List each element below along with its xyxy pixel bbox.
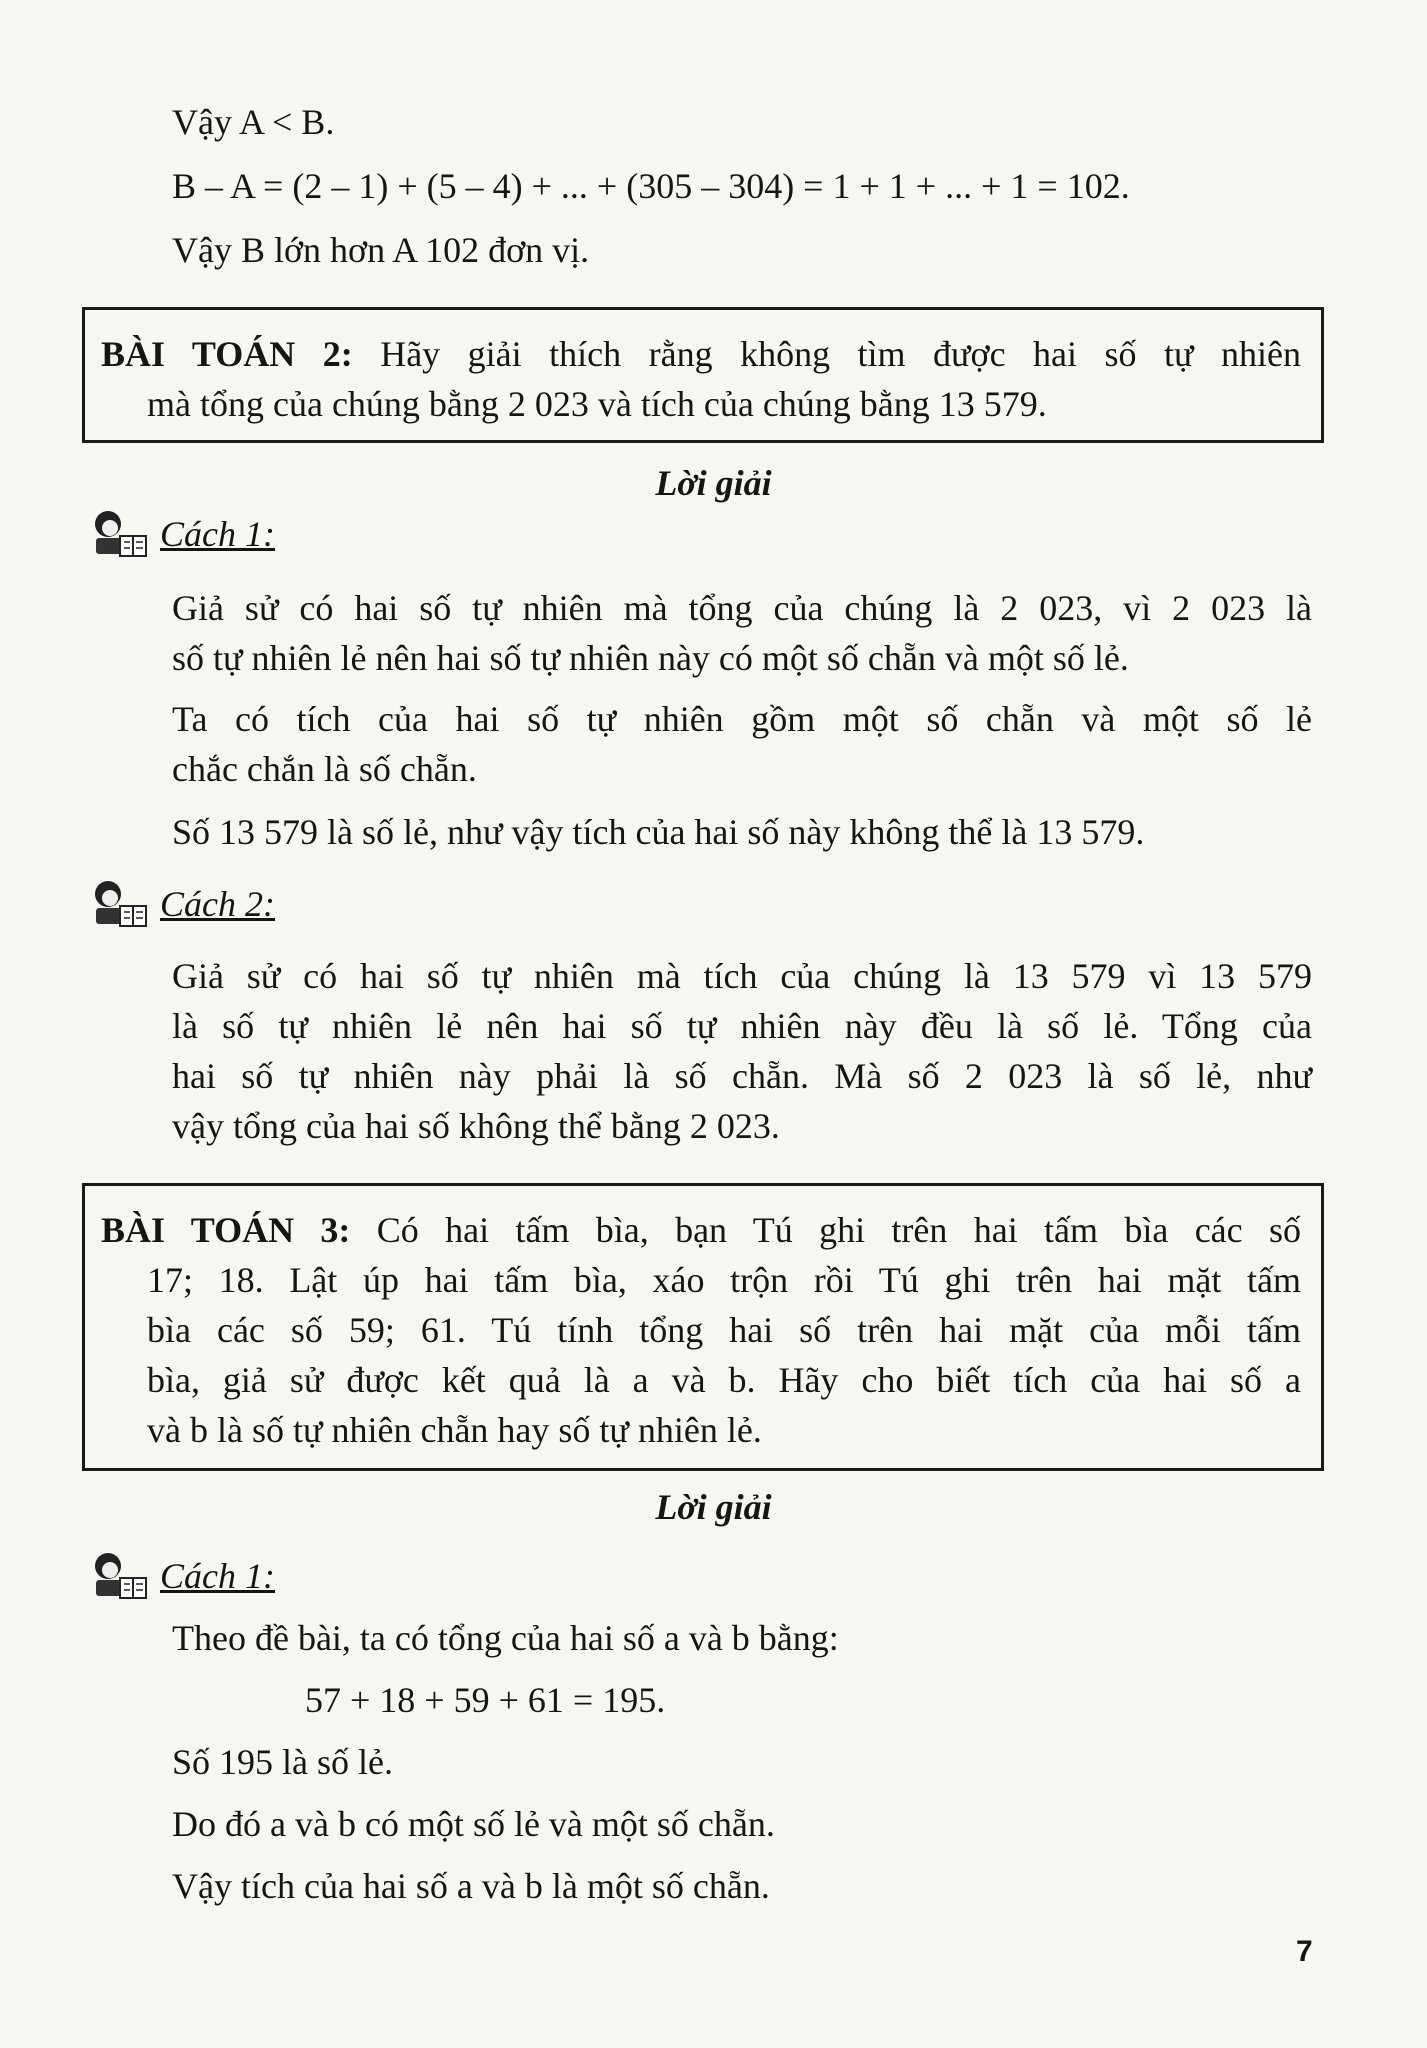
- solution-2-title: Lời giải: [655, 463, 772, 503]
- intro-line-3: Vậy B lớn hơn A 102 đơn vị.: [172, 230, 590, 270]
- solution-2-m2-line-1: Giả sử có hai số tự nhiên mà tích của chúng là 13 579 vì 13 579: [172, 956, 1312, 996]
- method-label: Cách 2:: [160, 884, 275, 924]
- solution-3-title: Lời giải: [655, 1487, 772, 1527]
- child-reading-icon: [88, 876, 152, 932]
- method-label: Cách 1:: [160, 1556, 275, 1596]
- intro-line-2: B – A = (2 – 1) + (5 – 4) + ... + (305 – 304) = 1 + 1 + ... + 1 = 102.: [172, 166, 1130, 206]
- solution-2-method-2-heading: [88, 876, 275, 932]
- child-reading-icon: [88, 506, 152, 562]
- problem-3-line-3: bìa các số 59; 61. Tú tính tổng hai số trên hai mặt của mỗi tấm: [147, 1310, 1301, 1350]
- child-reading-icon: [88, 1548, 152, 1604]
- solution-2-m1-line-2: số tự nhiên lẻ nên hai số tự nhiên này có một số chẵn và một số lẻ.: [172, 638, 1129, 678]
- problem-2-line-2: mà tổng của chúng bằng 2 023 và tích của chúng bằng 13 579.: [147, 384, 1047, 424]
- problem-2-label: BÀI TOÁN 2:: [101, 334, 353, 374]
- problem-2-line-1: [101, 332, 1301, 376]
- problem-3-text-1: Có hai tấm bìa, bạn Tú ghi trên hai tấm bìa các số: [376, 1210, 1301, 1250]
- solution-2-m2-line-2: là số tự nhiên lẻ nên hai số tự nhiên này đều là số lẻ. Tổng của: [172, 1006, 1312, 1046]
- method-label: Cách 1:: [160, 514, 275, 554]
- problem-3-line-5: và b là số tự nhiên chẵn hay số tự nhiên lẻ.: [147, 1410, 762, 1450]
- problem-2-text-1: Hãy giải thích rằng không tìm được hai số tự nhiên: [380, 334, 1302, 374]
- solution-3-m1-line-4: Do đó a và b có một số lẻ và một số chẵn.: [172, 1804, 775, 1844]
- problem-3-line-4: bìa, giả sử được kết quả là a và b. Hãy cho biết tích của hai số a: [147, 1360, 1301, 1400]
- solution-3-m1-line-3: Số 195 là số lẻ.: [172, 1742, 393, 1782]
- solution-2-m2-line-4: vậy tổng của hai số không thể bằng 2 023.: [172, 1106, 780, 1146]
- solution-2-m1-line-5: Số 13 579 là số lẻ, như vậy tích của hai số này không thể là 13 579.: [172, 812, 1145, 852]
- solution-3-equation: 57 + 18 + 59 + 61 = 195.: [305, 1680, 666, 1720]
- solution-3-m1-line-5: Vậy tích của hai số a và b là một số chẵn.: [172, 1866, 770, 1906]
- problem-3-label: BÀI TOÁN 3:: [101, 1210, 351, 1250]
- solution-2-m1-line-3: Ta có tích của hai số tự nhiên gồm một số chẵn và một số lẻ: [172, 699, 1312, 739]
- solution-3-m1-line-1: Theo đề bài, ta có tổng của hai số a và b bằng:: [172, 1618, 839, 1658]
- intro-line-1: Vậy A < B.: [172, 102, 335, 142]
- page-number: 7: [1296, 1935, 1313, 1968]
- solution-3-method-1-heading: [88, 1548, 275, 1604]
- problem-3-line-2: 17; 18. Lật úp hai tấm bìa, xáo trộn rồi Tú ghi trên hai mặt tấm: [147, 1260, 1301, 1300]
- solution-2-m1-line-4: chắc chắn là số chẵn.: [172, 749, 477, 789]
- problem-2-box: [82, 307, 1324, 443]
- problem-3-box: [82, 1183, 1324, 1471]
- solution-2-method-1-heading: [88, 506, 275, 562]
- problem-3-line-1: [101, 1208, 1301, 1252]
- solution-2-m1-line-1: Giả sử có hai số tự nhiên mà tổng của chúng là 2 023, vì 2 023 là: [172, 588, 1312, 628]
- solution-2-m2-line-3: hai số tự nhiên này phải là số chẵn. Mà số 2 023 là số lẻ, như: [172, 1056, 1312, 1096]
